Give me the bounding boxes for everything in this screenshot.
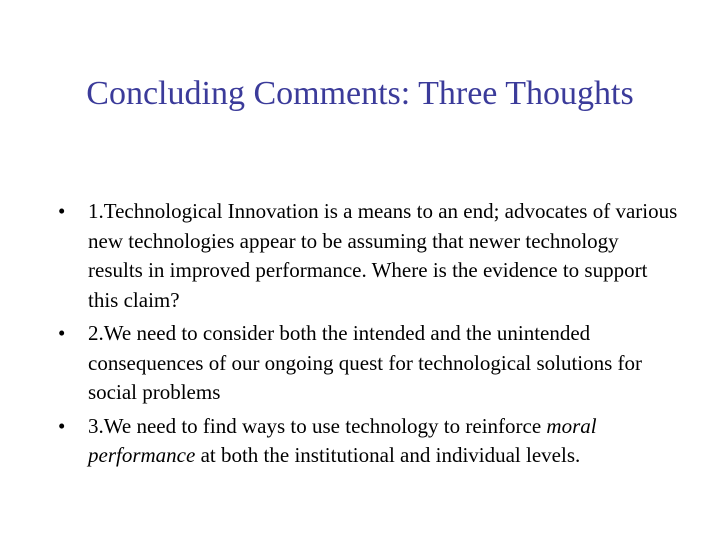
bullet-text: 1.Technological Innovation is a means to an end; advocates of various new technologies appear to be assuming that newer technology results in improved performance. Where is the evidence to support this claim? [88,199,678,312]
bullet-item-1 [58,197,678,315]
bullet-text-after: at both the institutional and individual levels. [195,443,581,467]
bullet-text-before: 3.We need to find ways to use technology to reinforce [88,413,547,438]
bullet-icon: • [58,321,66,345]
slide-title: Concluding Comments: Three Thoughts [86,75,634,112]
bullet-icon: • [58,413,66,438]
bullet-item-2 [58,319,678,408]
bullet-list [58,197,678,475]
bullet-emphasis: moral performance [88,413,597,467]
bullet-item-3 [58,412,678,471]
bullet-text: 2.We need to consider both the intended and the unintended consequences of our ongoing quest for technological solutions for social problems [88,321,643,404]
bullet-icon: • [58,199,66,223]
